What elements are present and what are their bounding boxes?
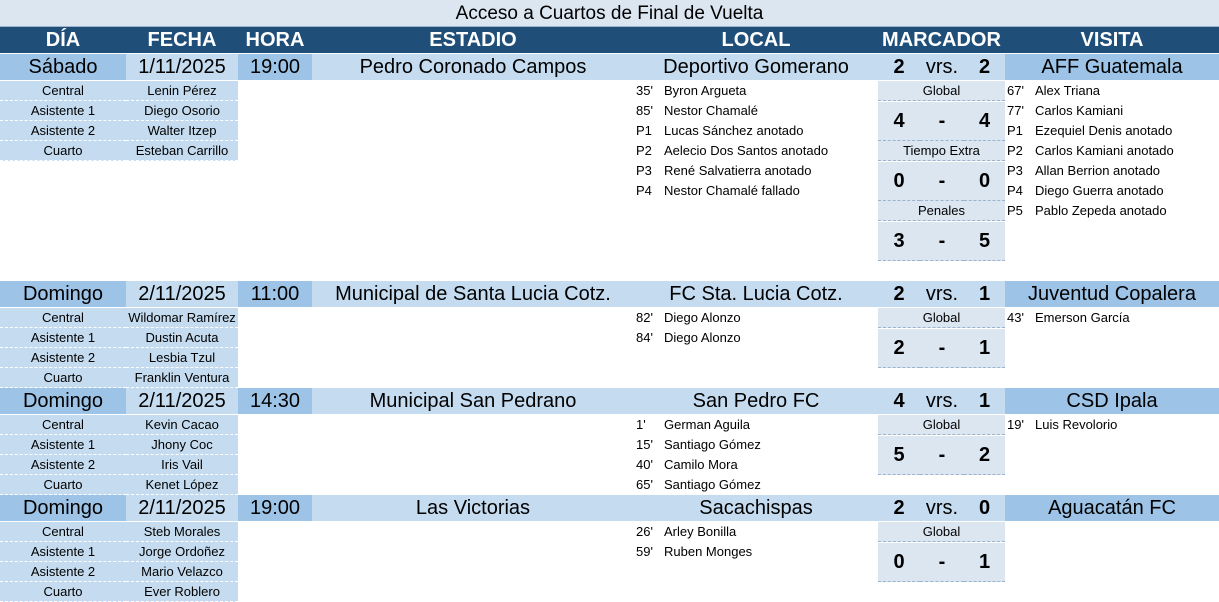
match-dia: Domingo [0, 281, 126, 307]
score-box-home: 0 [878, 162, 920, 201]
referee-name: Jhony Coc [126, 435, 238, 455]
event-minute: P2 [636, 143, 652, 158]
event-minute: 65' [636, 477, 653, 492]
score-box-label: Global [878, 415, 1005, 435]
referee-role: Asistente 1 [0, 328, 126, 348]
event-player: Diego Alonzo [664, 330, 741, 345]
event-minute: 35' [636, 83, 653, 98]
home-event-row [636, 522, 876, 542]
referee-name: Esteban Carrillo [126, 141, 238, 161]
away-event-row [1007, 308, 1217, 328]
event-player: Nestor Chamalé [664, 103, 758, 118]
score-box-dash: - [920, 436, 964, 475]
referee-role: Cuarto [0, 475, 126, 495]
event-player: René Salvatierra anotado [664, 163, 812, 178]
match-fecha: 1/11/2025 [126, 54, 238, 80]
referee-role: Cuarto [0, 368, 126, 388]
event-player: Pablo Zepeda anotado [1035, 203, 1167, 218]
event-player: German Aguila [664, 417, 750, 432]
event-minute: P4 [1007, 183, 1023, 198]
score-box-dash: - [920, 162, 964, 201]
referee-name: Jorge Ordoñez [126, 542, 238, 562]
match-score-home: 2 [878, 495, 920, 521]
match-score-away: 1 [964, 281, 1005, 307]
header-estadio: ESTADIO [312, 27, 634, 53]
event-minute: 77' [1007, 103, 1024, 118]
event-player: Lucas Sánchez anotado [664, 123, 804, 138]
referee-role: Asistente 1 [0, 101, 126, 121]
match-visita: AFF Guatemala [1005, 54, 1219, 80]
score-box-home: 0 [878, 543, 920, 582]
match-score-away: 0 [964, 495, 1005, 521]
home-event-row [636, 141, 876, 161]
referee-name: Kenet López [126, 475, 238, 495]
match-fecha: 2/11/2025 [126, 495, 238, 521]
event-player: Diego Guerra anotado [1035, 183, 1164, 198]
score-box-label: Global [878, 81, 1005, 101]
match-local: Sacachispas [634, 495, 878, 521]
event-player: Santiago Gómez [664, 437, 761, 452]
home-event-row [636, 181, 876, 201]
match-visita: Aguacatán FC [1005, 495, 1219, 521]
away-event-row [1007, 81, 1217, 101]
event-player: Ezequiel Denis anotado [1035, 123, 1173, 138]
home-event-row [636, 121, 876, 141]
match-score-home: 2 [878, 54, 920, 80]
match-local: Deportivo Gomerano [634, 54, 878, 80]
referee-name: Mario Velazco [126, 562, 238, 582]
event-minute: P3 [636, 163, 652, 178]
score-box-away: 1 [964, 543, 1005, 582]
match-vrs: vrs. [920, 281, 964, 307]
referee-name: Kevin Cacao [126, 415, 238, 435]
score-box-away: 4 [964, 102, 1005, 141]
referee-role: Asistente 1 [0, 435, 126, 455]
referee-role: Asistente 2 [0, 121, 126, 141]
match-score-home: 2 [878, 281, 920, 307]
referee-name: Dustin Acuta [126, 328, 238, 348]
event-player: Luis Revolorio [1035, 417, 1118, 432]
score-box-away: 2 [964, 436, 1005, 475]
match-hora: 19:00 [238, 495, 312, 521]
home-event-row [636, 542, 876, 562]
match-estadio: Municipal de Santa Lucia Cotz. [312, 281, 634, 307]
home-event-row [636, 455, 876, 475]
match-score-away: 1 [964, 388, 1005, 414]
referee-name: Steb Morales [126, 522, 238, 542]
event-player: Carlos Kamiani anotado [1035, 143, 1174, 158]
referee-role: Central [0, 81, 126, 101]
event-minute: P3 [1007, 163, 1023, 178]
event-player: Aelecio Dos Santos anotado [664, 143, 829, 158]
match-vrs: vrs. [920, 495, 964, 521]
event-minute: 15' [636, 437, 653, 452]
match-hora: 14:30 [238, 388, 312, 414]
event-minute: 67' [1007, 83, 1024, 98]
away-event-row [1007, 141, 1217, 161]
referee-role: Asistente 2 [0, 455, 126, 475]
event-minute: P2 [1007, 143, 1023, 158]
header-marcador: MARCADOR [878, 27, 1005, 53]
event-player: Arley Bonilla [664, 524, 737, 539]
referee-name: Walter Itzep [126, 121, 238, 141]
event-minute: 43' [1007, 310, 1024, 325]
away-event-row [1007, 161, 1217, 181]
header-dia: DÍA [0, 27, 126, 53]
match-local: FC Sta. Lucia Cotz. [634, 281, 878, 307]
referee-role: Central [0, 308, 126, 328]
event-minute: 40' [636, 457, 653, 472]
score-box-home: 4 [878, 102, 920, 141]
score-box-dash: - [920, 543, 964, 582]
referee-name: Franklin Ventura [126, 368, 238, 388]
score-box-label: Global [878, 522, 1005, 542]
match-vrs: vrs. [920, 54, 964, 80]
event-minute: 84' [636, 330, 653, 345]
match-visita: Juventud Copalera [1005, 281, 1219, 307]
referee-name: Iris Vail [126, 455, 238, 475]
event-minute: P1 [636, 123, 652, 138]
score-box-label: Penales [878, 201, 1005, 221]
event-player: Byron Argueta [664, 83, 747, 98]
match-fecha: 2/11/2025 [126, 281, 238, 307]
match-vrs: vrs. [920, 388, 964, 414]
score-box-label: Tiempo Extra [878, 141, 1005, 161]
event-minute: 82' [636, 310, 653, 325]
score-box-away: 5 [964, 222, 1005, 261]
header-hora: HORA [238, 27, 312, 53]
event-player: Ruben Monges [664, 544, 753, 559]
referee-role: Cuarto [0, 582, 126, 602]
referee-name: Wildomar Ramírez [126, 308, 238, 328]
event-player: Diego Alonzo [664, 310, 741, 325]
score-box-home: 3 [878, 222, 920, 261]
referee-role: Asistente 2 [0, 562, 126, 582]
score-box-label: Global [878, 308, 1005, 328]
match-estadio: Municipal San Pedrano [312, 388, 634, 414]
match-visita: CSD Ipala [1005, 388, 1219, 414]
referee-role: Asistente 2 [0, 348, 126, 368]
event-player: Allan Berrion anotado [1035, 163, 1161, 178]
score-box-away: 0 [964, 162, 1005, 201]
referee-name: Diego Osorio [126, 101, 238, 121]
match-dia: Domingo [0, 388, 126, 414]
event-minute: 59' [636, 544, 653, 559]
event-minute: P4 [636, 183, 652, 198]
home-event-row [636, 161, 876, 181]
event-player: Emerson García [1035, 310, 1130, 325]
match-score-away: 2 [964, 54, 1005, 80]
away-event-row [1007, 181, 1217, 201]
page-title: Acceso a Cuartos de Final de Vuelta [0, 0, 1219, 27]
referee-role: Cuarto [0, 141, 126, 161]
event-minute: 26' [636, 524, 653, 539]
match-hora: 19:00 [238, 54, 312, 80]
referee-role: Central [0, 415, 126, 435]
event-player: Carlos Kamiani [1035, 103, 1124, 118]
event-minute: 19' [1007, 417, 1024, 432]
referee-name: Lesbia Tzul [126, 348, 238, 368]
away-event-row [1007, 101, 1217, 121]
match-dia: Sábado [0, 54, 126, 80]
home-event-row [636, 308, 876, 328]
score-box-home: 5 [878, 436, 920, 475]
event-minute: P5 [1007, 203, 1023, 218]
event-player: Nestor Chamalé fallado [664, 183, 800, 198]
referee-name: Lenin Pérez [126, 81, 238, 101]
score-box-away: 1 [964, 329, 1005, 368]
referee-role: Asistente 1 [0, 542, 126, 562]
match-fecha: 2/11/2025 [126, 388, 238, 414]
home-event-row [636, 415, 876, 435]
away-event-row [1007, 201, 1217, 221]
away-event-row [1007, 121, 1217, 141]
referee-role: Central [0, 522, 126, 542]
match-score-home: 4 [878, 388, 920, 414]
event-minute: P1 [1007, 123, 1023, 138]
home-event-row [636, 435, 876, 455]
event-player: Camilo Mora [664, 457, 738, 472]
score-box-dash: - [920, 222, 964, 261]
header-local: LOCAL [634, 27, 878, 53]
score-box-home: 2 [878, 329, 920, 368]
event-minute: 85' [636, 103, 653, 118]
home-event-row [636, 328, 876, 348]
home-event-row [636, 101, 876, 121]
home-event-row [636, 81, 876, 101]
match-dia: Domingo [0, 495, 126, 521]
score-box-dash: - [920, 329, 964, 368]
header-visita: VISITA [1005, 27, 1219, 53]
header-fecha: FECHA [126, 27, 238, 53]
match-local: San Pedro FC [634, 388, 878, 414]
home-event-row [636, 475, 876, 495]
away-event-row [1007, 415, 1217, 435]
event-player: Santiago Gómez [664, 477, 761, 492]
match-estadio: Pedro Coronado Campos [312, 54, 634, 80]
score-box-dash: - [920, 102, 964, 141]
match-hora: 11:00 [238, 281, 312, 307]
event-player: Alex Triana [1035, 83, 1101, 98]
referee-name: Ever Roblero [126, 582, 238, 602]
event-minute: 1' [636, 417, 646, 432]
match-estadio: Las Victorias [312, 495, 634, 521]
